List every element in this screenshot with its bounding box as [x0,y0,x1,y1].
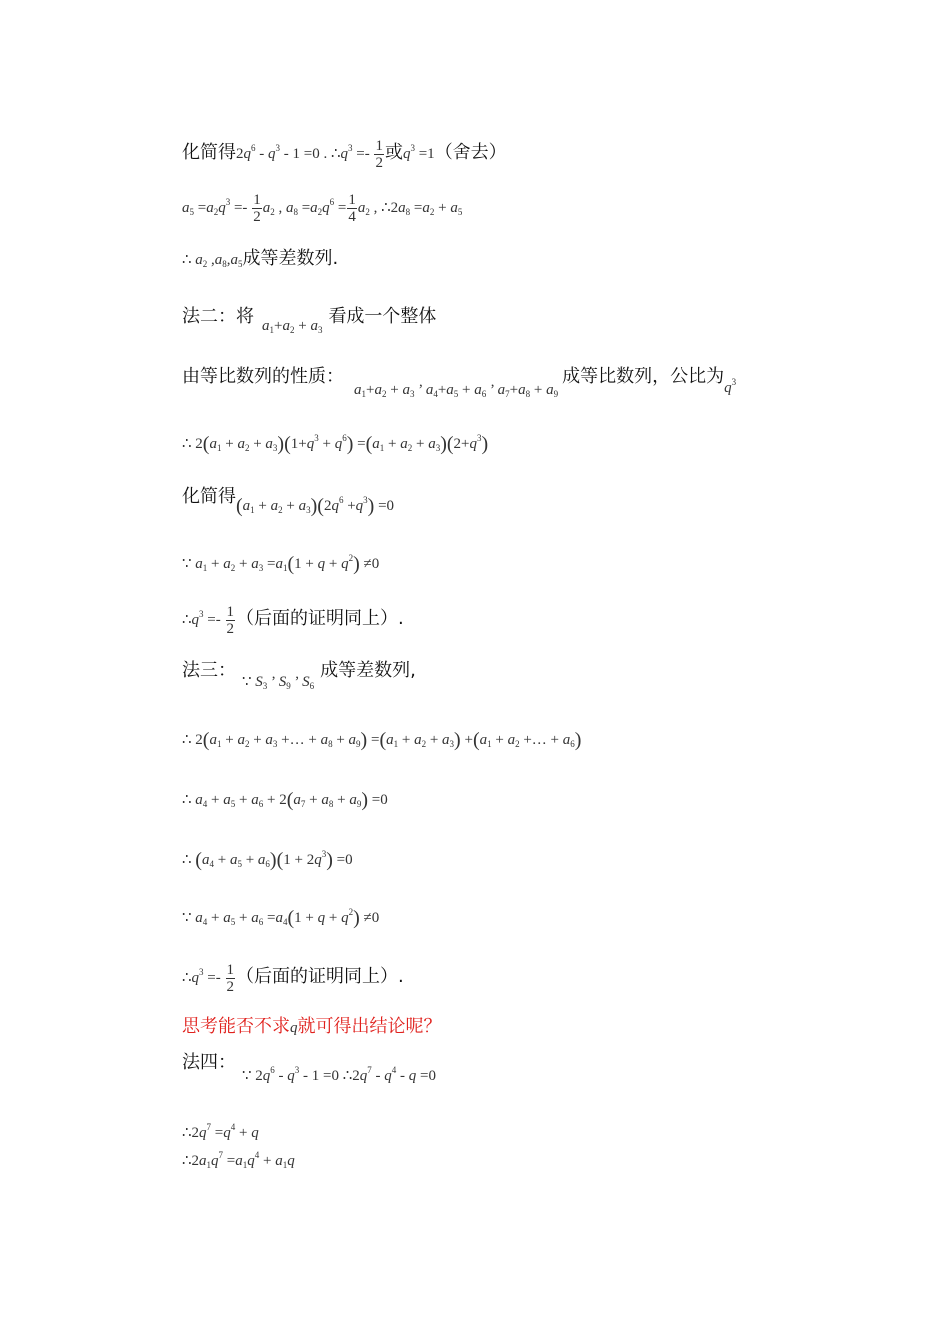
math: $\therefore q^3$ =- $\frac{1}{2}$ [182,962,235,995]
line-14 [182,908,379,928]
text: 化简得 [182,141,236,163]
math: $\therefore 2q^7 =q^4 + q$ [182,1122,259,1141]
text: 看成一个整体 [328,306,437,327]
text: （舍去） [434,141,507,163]
line-4 [182,306,437,335]
math: q [290,1020,298,1036]
fraction: $\frac{1}{2}$ [253,192,261,225]
line-13 [182,850,353,870]
line-1 [182,138,507,171]
line-17 [182,1052,437,1084]
line-7 [182,486,395,517]
math: ∴ $a_4 + a_5 + a_6 + 2(a_7 + a_8 + a_9) =0$ [182,789,388,811]
line-12 [182,790,388,810]
line-19 [182,1152,295,1169]
math: $a_5 =a_2q^3$ =- $\frac{1}{2}$ $a_2$ , $a_8 =a_2q^6$ = $\frac{1}{4}$ $a_2$ , $\therefore 2a_8 =a_2 + a_5$ [182,192,463,225]
math: $(a_1 + a_2 + a_3)(2q^6 +q^3) =0$ [236,495,395,517]
line-15 [182,962,404,995]
text: 思考能否不求 [182,1016,290,1037]
line-6 [182,434,488,454]
math: $a_1+a_2 + a_3$ ’ $a_4+a_5 + a_6$ ’ $a_7+a_8 + a_9$ [354,382,559,399]
line-18 [182,1124,259,1141]
text: 法四： [182,1052,236,1073]
line-8 [182,554,379,574]
line-5 [182,366,737,399]
fraction: $\frac{1}{4}$ [348,192,356,225]
text: 法二：将 [182,306,254,327]
text: 化简得 [182,486,236,507]
math: $a_1+a_2 + a_3$ [262,318,323,335]
fraction: $\frac{1}{2}$ [375,138,383,171]
fraction: $\frac{1}{2}$ [226,604,235,637]
math: ∵ $a_4 + a_5 + a_6 =a_4(1 + q + q^2) \ne 0$ [182,907,380,929]
line-3 [182,250,338,268]
math: $\therefore q^3$ =- $\frac{1}{2}$ [182,604,235,637]
text: 或 [384,141,403,163]
math: $q^3$ [724,377,737,396]
line-9 [182,604,404,637]
math: $q^3 =1$ [402,142,435,162]
math: ∴ $a_2$ $,a_8,a_5$ [182,252,243,269]
line-2 [182,192,462,225]
text: 成等比数列，公比为 [562,366,725,387]
fraction: $\frac{1}{2}$ [226,962,235,995]
text: 法三： [182,660,236,681]
math: $2q^6 - q^3 - 1 =0$ . $\therefore q^3$ =- $\frac{1}{2}$ [236,138,383,171]
math: ∵ $S_3$ ’ $S_9$ ’ $S_6$ [242,674,315,691]
text: （后面的证明同上）. [236,607,404,629]
math: ∴ $(a_4 + a_5 + a_6)(1 + 2q^3) =0$ [182,849,353,871]
line-11 [182,730,581,750]
math: ∴ $2(a_1 + a_2 + a_3$ +… + $a_8 + a_9) =(a_1 + a_2 + a_3) +(a_1 + a_2$ +… + $a_6$) [182,729,582,751]
text: 就可得出结论呢？ [297,1016,442,1037]
math: ∵ $2q^6 - q^3 - 1 =0$ $\therefore 2q^7 - q^4 - q =0$ [242,1065,437,1084]
text: 成等差数列, [320,660,416,681]
math: ∵ $a_1 + a_2 + a_3 =a_1(1 + q + q^2) \ne 0$ [182,553,380,575]
math: ∴ $2(a_1 + a_2 + a_3)(1+q^3 + q^6) =(a_1 + a_2 + a_3)(2+q^3)$ [182,433,489,455]
text: （后面的证明同上）. [236,965,404,987]
text: 由等比数列的性质： [182,366,344,387]
math: $\therefore 2a_1q^7 =a_1q^4 + a_1q$ [182,1150,295,1170]
line-16 [182,1018,442,1036]
line-10 [182,660,416,691]
text: 成等差数列. [242,248,339,269]
